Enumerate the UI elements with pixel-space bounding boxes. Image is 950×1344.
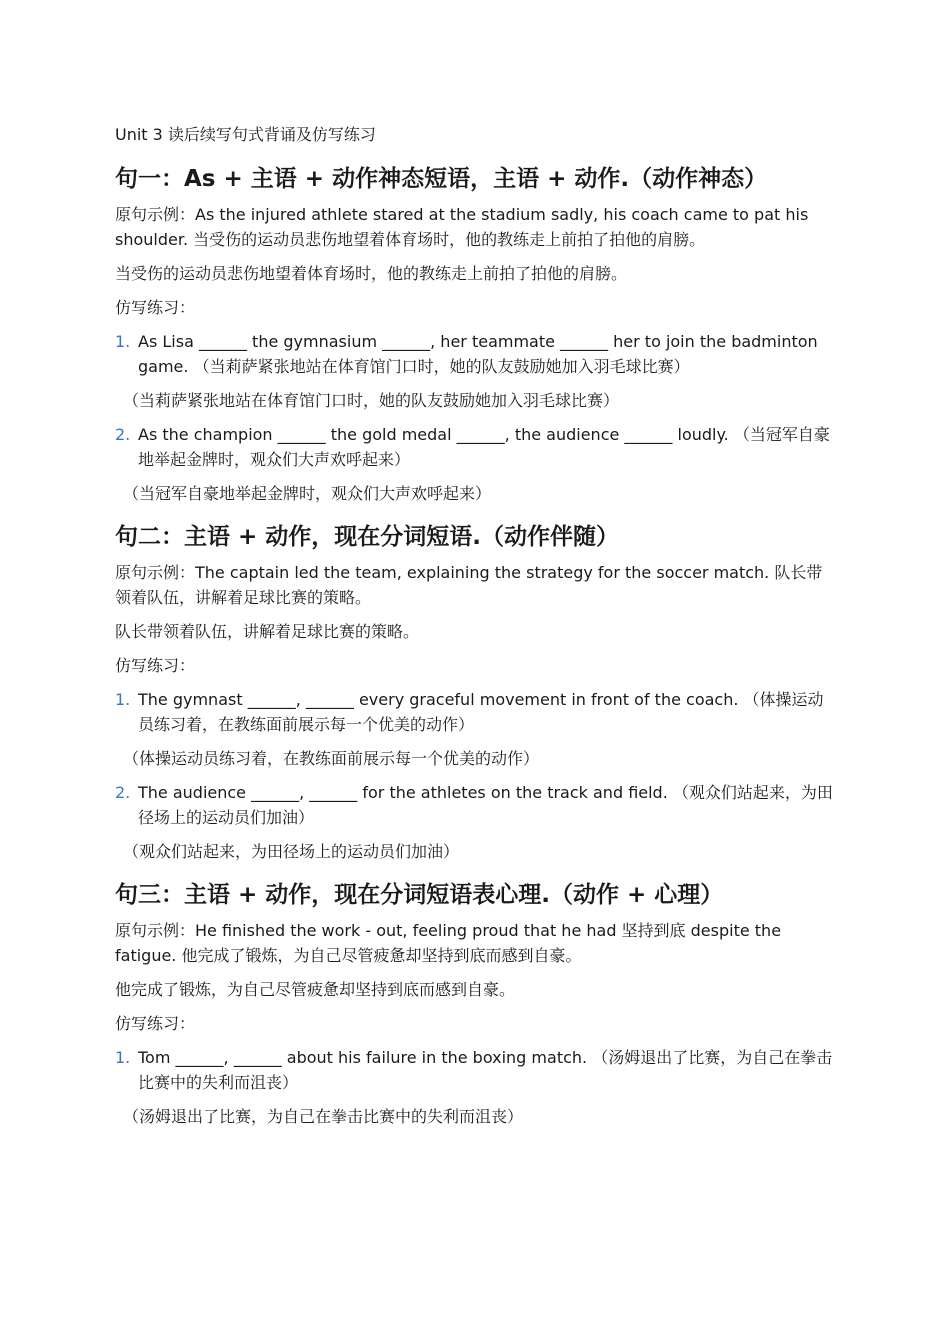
list-number: 1. [115, 1048, 131, 1067]
section-2 [115, 520, 837, 864]
exercise-translation: （当莉萨紧张地站在体育馆门口时，她的队友鼓励她加入羽毛球比赛） [123, 391, 620, 410]
exercise-text: As Lisa ______ the gymnasium ______, her teammate ______ her to join the badminton game. （当莉萨紧张地站在体育馆门口时，她的队友鼓励她加入羽毛球比赛） [138, 332, 818, 376]
example-translation: 队长带领着队伍，讲解着足球比赛的策略。 [115, 622, 420, 641]
exercise-translation: （汤姆退出了比赛，为自己在拳击比赛中的失利而沮丧） [123, 1107, 524, 1126]
exercise-item [115, 687, 837, 737]
example-sentence: 原句示例：The captain led the team, explaining the strategy for the soccer match. 队长带领着队伍，讲解着足球比赛的策略。 [115, 563, 823, 607]
exercise-translation: （体操运动员练习着，在教练面前展示每一个优美的动作） [123, 749, 540, 768]
practice-label: 仿写练习： [115, 1014, 196, 1033]
exercise-translation: （观众们站起来，为田径场上的运动员们加油） [123, 842, 460, 861]
practice-label: 仿写练习： [115, 298, 196, 317]
list-number: 2. [115, 425, 131, 444]
section-heading: 句三：主语 + 动作，现在分词短语表心理.（动作 + 心理） [115, 882, 724, 908]
exercise-list [115, 329, 837, 506]
exercise-list [115, 1045, 837, 1129]
exercise-item [115, 329, 837, 379]
document-title: Unit 3 读后续写句式背诵及仿写练习 [115, 125, 376, 144]
list-number: 1. [115, 690, 131, 709]
exercise-list [115, 687, 837, 864]
exercise-text: Tom ______, ______ about his failure in the boxing match. （汤姆退出了比赛，为自己在拳击比赛中的失利而沮丧） [138, 1048, 833, 1092]
example-translation: 他完成了锻炼，为自己尽管疲惫却坚持到底而感到自豪。 [115, 980, 516, 999]
section-heading: 句二：主语 + 动作，现在分词短语.（动作伴随） [115, 524, 620, 550]
example-translation: 当受伤的运动员悲伤地望着体育场时，他的教练走上前拍了拍他的肩膀。 [115, 264, 628, 283]
section-1 [115, 162, 837, 506]
section-heading: 句一：As + 主语 + 动作神态短语，主语 + 动作.（动作神态） [115, 166, 768, 192]
example-sentence: 原句示例：He finished the work - out, feeling proud that he had 坚持到底 despite the fatigue. 他完成了锻炼，为自己尽管疲惫却坚持到底而感到自豪。 [115, 921, 782, 965]
document-page [115, 122, 837, 1143]
list-number: 2. [115, 783, 131, 802]
list-number: 1. [115, 332, 131, 351]
exercise-translation: （当冠军自豪地举起金牌时，观众们大声欢呼起来） [123, 484, 492, 503]
exercise-text: The gymnast ______, ______ every graceful movement in front of the coach. （体操运动员练习着，在教练面前展示每一个优美的动作） [138, 690, 824, 734]
example-sentence: 原句示例：As the injured athlete stared at the stadium sadly, his coach came to pat his shoulder. 当受伤的运动员悲伤地望着体育场时，他的教练走上前拍了拍他的肩膀。 [115, 205, 809, 249]
exercise-text: As the champion ______ the gold medal ______, the audience ______ loudly. （当冠军自豪地举起金牌时，观众们大声欢呼起来） [138, 425, 830, 469]
exercise-text: The audience ______, ______ for the athletes on the track and field. （观众们站起来，为田径场上的运动员们加油） [138, 783, 833, 827]
exercise-item [115, 780, 837, 830]
practice-label: 仿写练习： [115, 656, 196, 675]
exercise-item [115, 422, 837, 472]
section-3 [115, 878, 837, 1129]
exercise-item [115, 1045, 837, 1095]
